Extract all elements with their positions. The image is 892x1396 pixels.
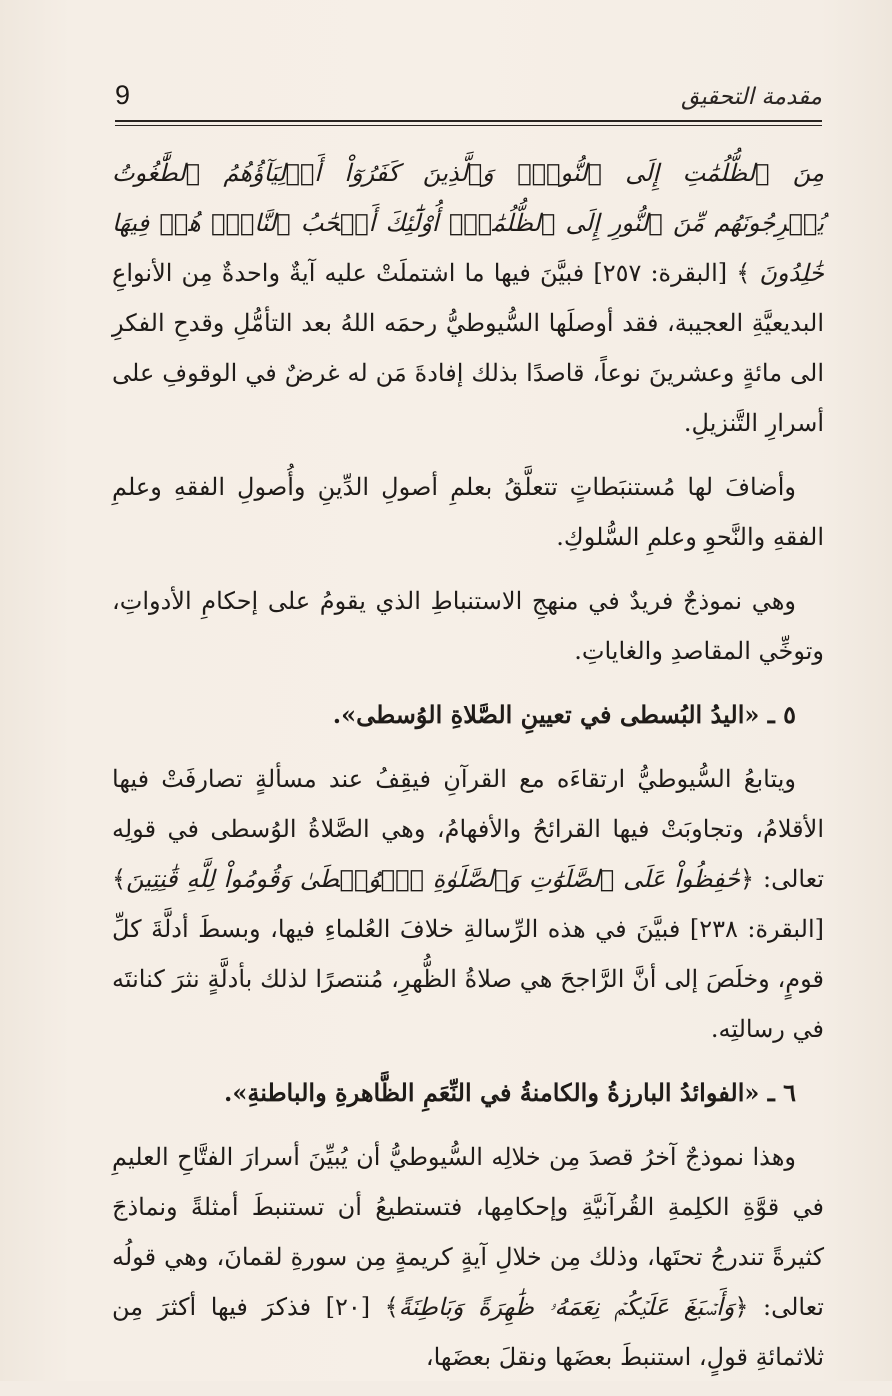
text-run: وهذا نموذجٌ آخرُ قصدَ مِن خلالِه السُّيوطيُّ أن يُبيِّنَ أسرارَ الفتَّاحِ العليمِ في قوَّةِ الكلِمةِ القُرآنيَّةِ وإحكامِها، فتستطيعُ أن تستنبطَ أمثلةً ونماذجَ كثيرةً تندرجُ تحتَها، وذلك مِن خلالِ آيةٍ كريمةٍ مِن سورةِ لقمانَ، وهي قولُه تعالى: ﴿	[112, 1143, 824, 1321]
paragraph	[112, 754, 824, 1054]
text-run: وأضافَ لها مُستنبَطاتٍ تتعلَّقُ بعلمِ أصولِ الدِّينِ وأُصولِ الفقهِ وعلمِ الفقهِ والنَّحوِ وعلمِ السُّلوكِ.	[112, 473, 824, 551]
quran-verse: حَٰفِظُواْ عَلَى ٱلصَّلَوَٰتِ وَٱلصَّلَوٰةِ ٱلۡوُسۡطَىٰ وَقُومُواْ لِلَّهِ قَٰنِتِينَ	[126, 865, 741, 893]
quran-verse: وَأَسۡبَغَ عَلَيۡكُمۡ نِعَمَهُۥ ظَٰهِرَةً وَبَاطِنَةً	[398, 1293, 735, 1321]
quran-verse: مِنَ ٱلظُّلُمَٰتِ إِلَى ٱلنُّورِۖ وَٱلَّذِينَ كَفَرُوٓاْ أَوۡلِيَآؤُهُمُ ٱلطَّٰغُوتُ يُخۡرِجُونَهُم مِّنَ ٱلنُّورِ إِلَى ٱلظُّلُمَٰتِۗ أُوْلَٰٓئِكَ أَصۡحَٰبُ ٱلنَّارِۖ هُمۡ فِيهَا خَٰلِدُونَ	[112, 159, 824, 287]
text-run: ﴾ [البقرة: ٢٥٧] فبيَّنَ فيها ما اشتملَتْ عليه آيةٌ واحدةٌ مِن الأنواعِ البديعيَّةِ العجيبة، فقد أوصلَها السُّيوطيُّ رحمَه اللهُ بعد التأمُّلِ وقدحِ الفكرِ الى مائةٍ وعشرينَ نوعاً، قاصدًا بذلك إفادةَ مَن له غرضٌ في الوقوفِ على أسرارِ التَّنزيلِ.	[112, 259, 824, 437]
paragraph	[112, 148, 824, 448]
text-run: وهي نموذجٌ فريدٌ في منهجِ الاستنباطِ الذي يقومُ على إحكامِ الأدواتِ، وتوخِّي المقاصدِ والغاياتِ.	[112, 587, 824, 665]
header-title: مقدمة التحقيق	[681, 84, 822, 110]
text-run: ﴾ [البقرة: ٢٣٨] فبيَّنَ في هذه الرِّسالةِ خلافَ العُلماءِ فيها، وبسطَ أدلَّةَ كلِّ قومٍ، وخلَصَ إلى أنَّ الرَّاجحَ هي صلاةُ الظُّهرِ، مُنتصرًا لذلك بأدلَّةٍ نثرَ كنانتَه في رسالتِه.	[112, 865, 825, 1043]
paragraph	[112, 1132, 824, 1382]
header-rule-thin	[115, 125, 822, 126]
page-number: 9	[115, 80, 131, 110]
section-heading	[112, 1068, 824, 1118]
running-header	[115, 78, 822, 122]
section-heading	[112, 690, 824, 740]
paragraph	[112, 576, 824, 676]
body-text	[112, 148, 824, 1396]
text-run: ﴾ [٢٠] فذكرَ فيها أكثرَ مِن ثلاثمائةِ قولٍ، استنبطَ بعضَها ونقلَ بعضَها،	[112, 1293, 824, 1371]
text-run: ويتابعُ السُّيوطيُّ ارتقاءَه مع القرآنِ فيقِفُ عند مسألةٍ تصارفَتْ فيها الأقلامُ، وتجاوبَتْ فيها القرائحُ والأفهامُ، وهي الصَّلاةُ الوُسطى في قولِه تعالى: ﴿	[112, 765, 824, 893]
text-run: ٥ ـ «اليدُ البُسطى في تعيينِ الصَّلاةِ الوُسطى».	[332, 700, 796, 729]
text-run: ٦ ـ «الفوائدُ البارزةُ والكامنةُ في النِّعَمِ الظَّاهرةِ والباطنةِ».	[223, 1078, 796, 1107]
header-rule	[115, 120, 822, 122]
paragraph	[112, 462, 824, 562]
